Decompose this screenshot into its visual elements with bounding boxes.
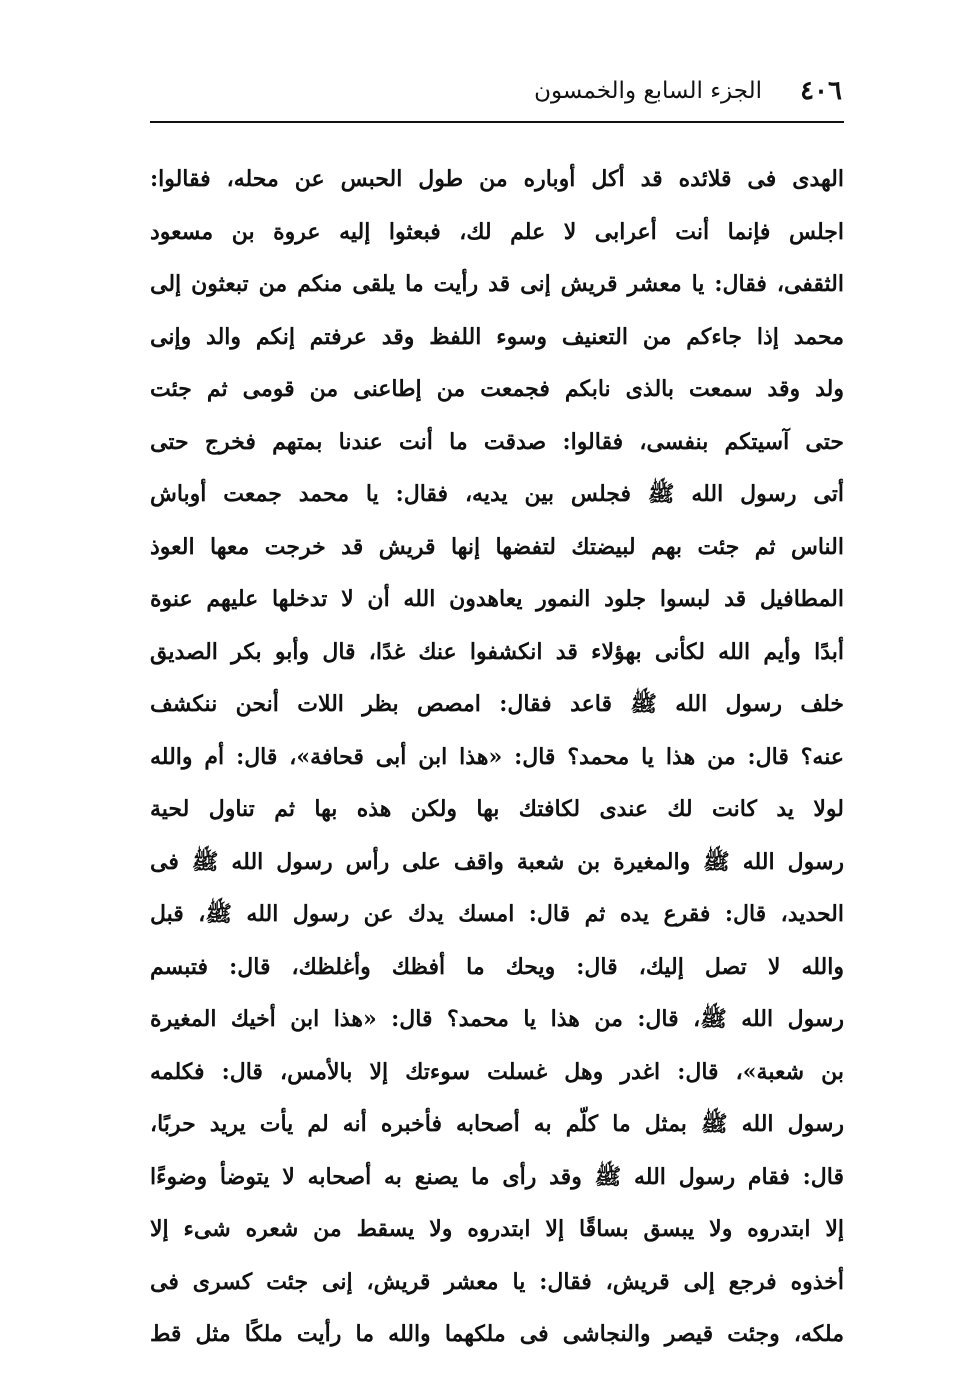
text-line: رسول الله ﷺ بمثل ما كلّم به أصحابه فأخبره أنه لم يأت يريد حربًا، [150,1111,844,1137]
body-text [150,153,844,1361]
text-line: اجلس فإنما أنت أعرابى لا علم لك، فبعثوا إليه عروة بن مسعود [150,218,844,245]
text-line: والله لا تصل إليك، قال: ويحك ما أفظك وأغلظك، قال: فتبسم [150,953,844,980]
page-header [152,72,842,116]
text-line: رسول الله ﷺ، قال: من هذا يا محمد؟ قال: «هذا ابن أخيك المغيرة [150,1006,844,1032]
text-line: ملكه، وجئت قيصر والنجاشى فى ملكهما والله ما رأيت ملكًا مثل قط [150,1321,844,1347]
text-line: خلف رسول الله ﷺ قاعد فقال: امصص بظر اللات أنحن ننكشف [150,691,844,717]
text-line: أتى رسول الله ﷺ فجلس بين يديه، فقال: يا محمد جمعت أوباش [150,481,844,507]
text-line: ولد وقد سمعت بالذى نابكم فجمعت من إطاعنى من قومى ثم جئت [150,376,844,402]
header-rule [150,121,844,123]
text-line: محمد إذا جاءكم من التعنيف وسوء اللفظ وقد عرفتم إنكم والد وإنى [150,323,844,350]
page-number: ٤٠٦ [800,76,842,106]
text-line: حتى آسيتكم بنفسى، فقالوا: صدقت ما أنت عندنا بمتهم فخرج حتى [150,428,844,455]
text-line: الهدى فى قلائده قد أكل أوباره من طول الحبس عن محله، فقالوا: [150,166,844,192]
text-line: رسول الله ﷺ والمغيرة بن شعبة واقف على رأس رسول الله ﷺ فى [150,848,844,875]
text-line: الحديد، قال: فقرع يده ثم قال: امسك يدك عن رسول الله ﷺ، قبل [150,901,844,927]
running-title: الجزء السابع والخمسون [534,78,762,104]
text-line: الثقفى، فقال: يا معشر قريش إنى قد رأيت ما يلقى منكم من تبعثون إلى [150,271,844,297]
text-line: بن شعبة»، قال: اغدر وهل غسلت سوءتك إلا بالأمس، قال: فكلمه [150,1058,844,1085]
text-line: المطافيل قد لبسوا جلود النمور يعاهدون الله أن لا تدخلها عليهم عنوة [150,586,844,612]
text-line: أخذوه فرجع إلى قريش، فقال: يا معشر قريش، إنى جئت كسرى فى [150,1268,844,1295]
text-line: الناس ثم جئت بهم لبيضتك لتفضها إنها قريش قد خرجت معها العوذ [150,533,844,560]
text-line: إلا ابتدروه ولا يبسق بساقًا إلا ابتدروه ولا يسقط من شعره شىء إلا [150,1216,844,1242]
text-line: عنه؟ قال: من هذا يا محمد؟ قال: «هذا ابن أبى قحافة»، قال: أم والله [150,743,844,770]
text-line: أبدًا وأيم الله لكأنى بهؤلاء قد انكشفوا عنك غدًا، قال وأبو بكر الصديق [150,638,844,665]
text-line: قال: فقام رسول الله ﷺ وقد رأى ما يصنع به أصحابه لا يتوضأ وضوءًا [150,1163,844,1190]
text-line: لولا يد كانت لك عندى لكافتك بها ولكن هذه بها ثم تناول لحية [150,796,844,822]
